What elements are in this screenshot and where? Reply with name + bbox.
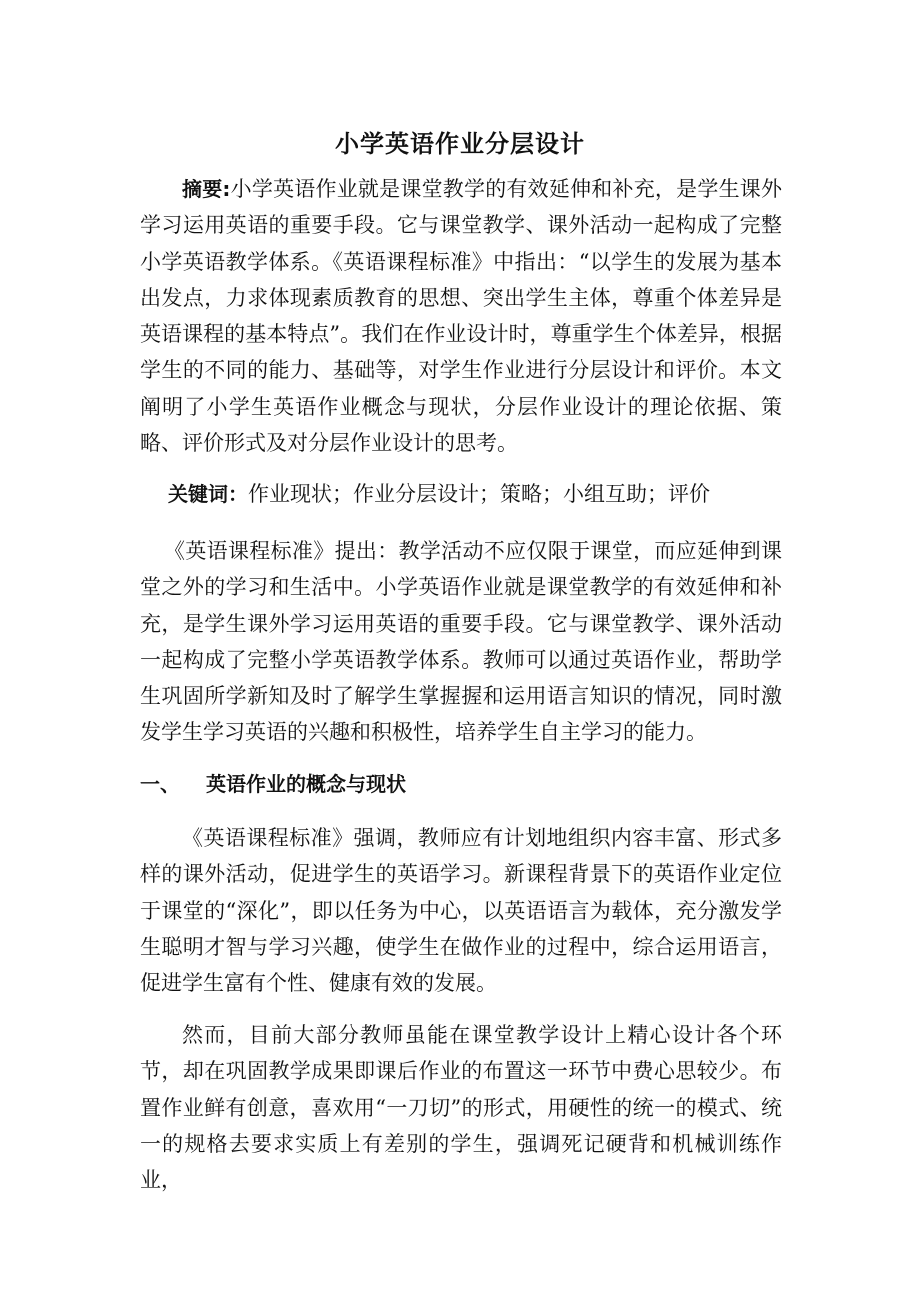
keywords-label: 关键词： <box>168 482 248 506</box>
section-heading <box>140 766 782 802</box>
document-title: 小学英语作业分层设计 <box>335 130 585 159</box>
body-paragraph: 然而，目前大部分教师虽能在课堂教学设计上精心设计各个环节，却在巩固教学成果即课后作业的布置这一环节中费心思较少。布置作业鲜有创意，喜欢用“一刀切”的形式，用硬性的统一的模式、统一的规格去要求实质上有差别的学生，强调死记硬背和机械训练作业， <box>140 1023 782 1193</box>
body-paragraph: 《英语课程标准》强调，教师应有计划地组织内容丰富、形式多样的课外活动，促进学生的英语学习。新课程背景下的英语作业定位于课堂的“深化”，即以任务为中心，以英语语言为载体，充分激发学生聪明才智与学习兴趣，使学生在做作业的过程中，综合运用语言，促进学生富有个性、健康有效的发展。 <box>140 826 782 996</box>
abstract-paragraph <box>140 171 782 461</box>
keywords-text: 作业现状；作业分层设计；策略；小组互助；评价 <box>248 482 710 506</box>
abstract-text: 小学英语作业就是课堂教学的有效延伸和补充，是学生课外学习运用英语的重要手段。它与课堂教学、课外活动一起构成了完整小学英语教学体系。《英语课程标准》中指出：“以学生的发展为基本出发点，力求体现素质教育的思想、突出学生主体，尊重个体差异是英语课程的基本特点”。我们在作业设计时，尊重学生个体差异，根据学生的不同的能力、基础等，对学生作业进行分层设计和评价。本文阐明了小学生英语作业概念与现状，分层作业设计的理论依据、策略、评价形式及对分层作业设计的思考。 <box>140 177 783 456</box>
abstract-label: 摘要: <box>182 177 231 201</box>
intro-paragraph: 《英语课程标准》提出：教学活动不应仅限于课堂，而应延伸到课堂之外的学习和生活中。小学英语作业就是课堂教学的有效延伸和补充，是学生课外学习运用英语的重要手段。它与课堂教学、课外活动一起构成了完整小学英语教学体系。教师可以通过英语作业，帮助学生巩固所学新知及时了解学生掌握握和运用语言知识的情况，同时激发学生学习英语的兴趣和积极性，培养学生自主学习的能力。 <box>140 539 782 745</box>
section-number: 一、 <box>140 772 180 796</box>
keywords-paragraph <box>168 476 788 512</box>
section-heading-text: 英语作业的概念与现状 <box>206 772 406 796</box>
